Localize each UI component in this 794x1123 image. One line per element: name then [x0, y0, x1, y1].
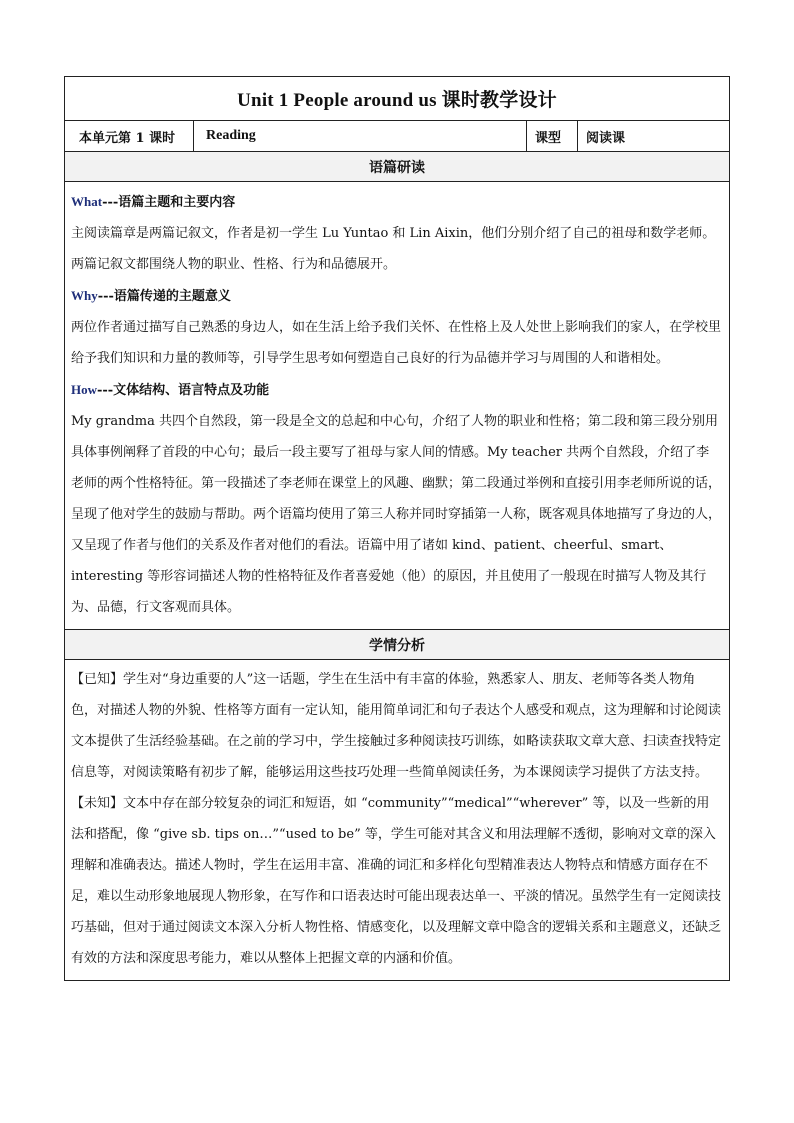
- what-keyword: What: [71, 194, 103, 209]
- title-row: [65, 77, 729, 121]
- how-keyword: How: [71, 382, 97, 397]
- lesson-type-label: 课型: [527, 121, 578, 151]
- meta-row: [65, 121, 729, 152]
- lesson-type-value: 阅读课: [586, 130, 626, 146]
- what-text: 主阅读篇章是两篇记叙文，作者是初一学生 Lu Yuntao 和 Lin Aixin，他们分别介绍了自己的祖母和数学老师。两篇记叙文都围绕人物的职业、性格、行为和品德展开。: [71, 226, 716, 272]
- what-title: ---语篇主题和主要内容: [102, 195, 236, 210]
- section-heading-learner-analysis: 学情分析: [65, 630, 729, 660]
- why-text: 两位作者通过描写自己熟悉的身边人，如在生活上给予我们关怀、在性格上及人处世上影响我们的家人，在学校里给予我们知识和力量的教师等，引导学生思考如何塑造自己良好的行为品德并学习与周围的人和谐相处。: [71, 320, 722, 366]
- learner-analysis-body: [65, 660, 729, 980]
- how-title: ---文体结构、语言特点及功能: [97, 383, 270, 398]
- lesson-number-cell: 本单元第 1 课时: [65, 121, 194, 151]
- how-heading: [71, 374, 721, 406]
- known-paragraph: 【已知】学生对“身边重要的人”这一话题，学生在生活中有丰富的体验，熟悉家人、朋友、老师等各类人物角色，对描述人物的外貌、性格等方面有一定认知，能用简单词汇和句子表达个人感受和观点，这为理解和讨论阅读文本提供了生活经验基础。在之前的学习中，学生接触过多种阅读技巧训练，如略读获取文章大意、扫读查找特定信息等，对阅读策略有初步了解，能够运用这些技巧处理一些简单阅读任务，为本课阅读学习提供了方法支持。: [71, 672, 722, 780]
- why-heading: [71, 280, 721, 312]
- why-keyword: Why: [71, 288, 98, 303]
- what-heading: [71, 186, 721, 218]
- why-title: ---语篇传递的主题意义: [97, 289, 231, 304]
- section-heading-text-study: 语篇研读: [65, 152, 729, 182]
- text-study-body: [65, 182, 729, 630]
- lesson-plan-table: [64, 76, 730, 981]
- page-title: Unit 1 People around us 课时教学设计: [237, 90, 557, 111]
- lesson-name-cell: Reading: [194, 121, 527, 151]
- how-text: My grandma 共四个自然段，第一段是全文的总起和中心句，介绍了人物的职业和性格；第二段和第三段分别用具体事例阐释了首段的中心句；最后一段主要写了祖母与家人间的情感。My teacher 共两个自然段，介绍了李老师的两个性格特征。第一段描述了李老师在课堂上的风趣、幽默；第二段通过举例和直接引用李老师所说的话，呈现了他对学生的鼓励与帮助。两个语篇均使用了第三人称并同时穿插第一人称，既客观具体地描写了身边的人，又呈现了作者与他们的关系及作者对他们的看法。语篇中用了诸如 kind、patient、cheerful、smart、interesting 等形容词描述人物的性格特征及作者喜爱她（他）的原因，并且使用了一般现在时描写人物及其行为、品德，行文客观而具体。: [71, 414, 722, 615]
- unknown-paragraph: 【未知】文本中存在部分较复杂的词汇和短语，如 “community”“medical”“wherever” 等，以及一些新的用法和搭配，像 “give sb. tips on…”“used to be” 等，学生可能对其含义和用法理解不透彻，影响对文章的深入理解和准确表达。描述人物时，学生在运用丰富、准确的词汇和多样化句型精准表达人物特点和情感方面存在不足，难以生动形象地展现人物形象，在写作和口语表达时可能出现表达单一、平淡的情况。虽然学生有一定阅读技巧基础，但对于通过阅读文本深入分析人物性格、情感变化，以及理解文章中隐含的逻辑关系和主题意义，还缺乏有效的方法和深度思考能力，难以从整体上把握文章的内涵和价值。: [71, 796, 722, 966]
